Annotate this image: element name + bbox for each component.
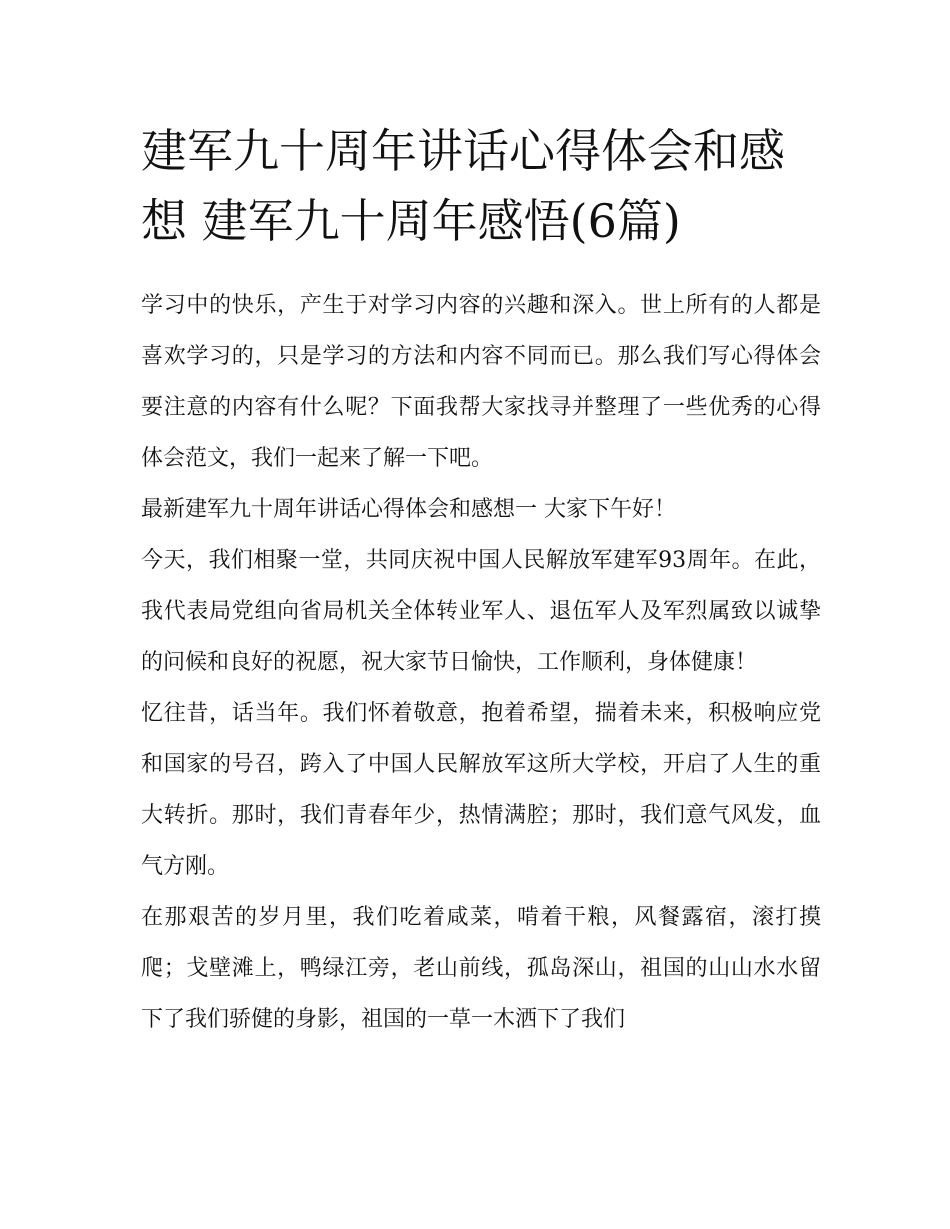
paragraph-intro: 学习中的快乐，产生于对学习内容的兴趣和深入。世上所有的人都是喜欢学习的，只是学习的方法和内容不同而已。那么我们写心得体会要注意的内容有什么呢？下面我帮大家找寻并整理了一些优秀的心得体会范文，我们一起来了解一下吧。: [141, 293, 821, 471]
paragraph-hardship: 在那艰苦的岁月里，我们吃着咸菜，啃着干粮，风餐露宿，滚打摸爬；戈壁滩上，鸭绿江旁，老山前线，孤岛深山，祖国的山山水水留下了我们骄健的身影，祖国的一草一木洒下了我们: [141, 905, 821, 1032]
paragraph-greeting: 今天，我们相聚一堂，共同庆祝中国人民解放军建军93周年。在此，我代表局党组向省局机关全体转业军人、退伍军人及军烈属致以诚挚的问候和良好的祝愿，祝大家节日愉快，工作顺利，身体健康！: [141, 548, 821, 675]
document-title: 建军九十周年讲话心得体会和感想 建军九十周年感悟(6篇): [141, 124, 785, 248]
paragraph-recollection: 忆往昔，话当年。我们怀着敬意，抱着希望，揣着未来，积极响应党和国家的号召，跨入了中国人民解放军这所大学校，开启了人生的重大转折。那时，我们青春年少，热情满腔；那时，我们意气风发，血气方刚。: [141, 701, 821, 879]
document-body: [141, 280, 821, 1045]
paragraph-heading-one: 最新建军九十周年讲话心得体会和感想一 大家下午好！: [141, 497, 676, 522]
